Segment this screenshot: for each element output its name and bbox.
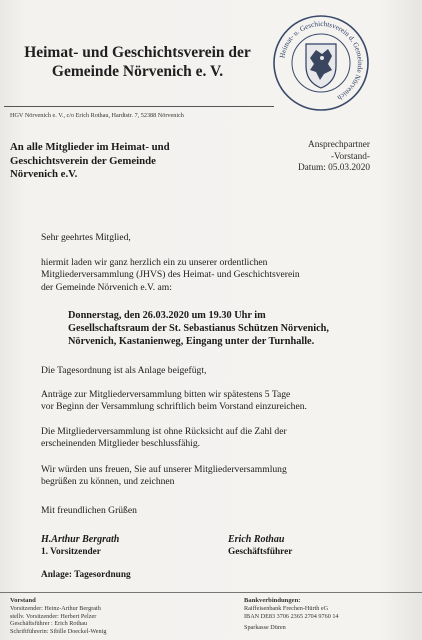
footer-board-heading: Vorstand [10,597,36,604]
signer-role: Geschäftsführer [228,547,293,558]
contact-block [270,140,370,175]
meeting-venue: Gesellschaftsraum der St. Sebastianus Schützen Nörvenich, [68,323,329,335]
addressee-line: Nörvenich e.V. [10,168,78,181]
quorum-paragraph [41,426,386,451]
motions-paragraph [41,389,386,414]
footer-line: IBAN DE83 3706 2365 2704 9760 14 [244,612,339,620]
footer-bank-heading: Bankverbindungen: [244,597,301,604]
coat-of-arms-icon [306,44,336,88]
paragraph-line: Mitgliederversammlung (JHVS) des Heimat- und Geschichtsverein [41,269,300,281]
footer-board [10,597,230,636]
signer-name: H.Arthur Bergrath [41,534,120,545]
complimentary-close: Mit freundlichen Grüßen [41,505,137,516]
association-title [0,43,275,81]
invitation-paragraph [41,257,386,294]
contact-label: Ansprechpartner [308,140,370,150]
header-divider [4,106,274,107]
signature-left [41,534,119,559]
paragraph-line: vor Beginn der Versammlung schriftlich beim Vorstand einzureichen. [41,401,307,413]
closing-paragraph [41,464,386,489]
signer-name: Erich Rothau [228,534,285,545]
addressee-block [10,141,210,182]
footer-line: stellv. Vorsitzender: Herbert Pelzer [10,612,97,620]
signature-right [228,534,292,559]
footer-line: Vorsitzender: Heinz-Arthur Bergrath [10,604,101,612]
association-title-line1: Heimat- und Geschichtsverein der [24,44,251,61]
agenda-note: Die Tagesordnung ist als Anlage beigefügt, [41,365,207,376]
footer-line: Geschäftsführer : Erich Rothau [10,620,88,628]
return-address: HGV Nörvenich e. V., c/o Erich Rothau, Hardtstr. 7, 52388 Nörvenich [10,112,184,119]
paragraph-line: Wir würden uns freuen, Sie auf unserer Mitgliederversammlung [41,464,287,475]
seal-ring-text: Heimat- u. Geschichtsverein d. Gemeinde Nörvenich [278,19,365,102]
association-title-line2: Gemeinde Nörvenich e. V. [51,63,224,80]
paragraph-line: begrüßen zu können, und zeichnen [41,476,175,488]
paragraph-line: Die Mitgliederversammlung ist ohne Rücksicht auf die Zahl der [41,426,287,437]
association-seal [270,12,372,114]
meeting-address: Nörvenich, Kastanienweg, Eingang unter der Turnhalle. [68,336,315,348]
footer-line: Sparkasse Düren [244,624,286,632]
footer-line: Schriftführerin: Sibille Doeckel-Wenig [10,628,107,636]
footer-bank [244,597,414,632]
salutation: Sehr geehrtes Mitglied, [41,232,131,243]
paragraph-line: erscheinenden Mitglieder beschlussfähig. [41,438,201,450]
paragraph-line: hiermit laden wir ganz herzlich ein zu unserer ordentlichen [41,257,268,268]
attachment-note: Anlage: Tagesordnung [41,570,131,580]
paragraph-line: Anträge zur Mitgliederversammlung bitten wir spätestens 5 Tage [41,389,291,400]
letter-date: Datum: 05.03.2020 [297,163,370,174]
addressee-line: Geschichtsverein der Gemeinde [10,154,156,167]
signer-role: 1. Vorsitzender [41,547,101,558]
footer-divider [0,592,422,593]
meeting-details [68,309,388,349]
addressee-line: An alle Mitglieder im Heimat- und [10,141,170,153]
footer-line: Raiffeisenbank Frechen-Hürth eG [244,604,329,612]
paragraph-line: der Gemeinde Nörvenich e.V. am: [41,281,172,293]
meeting-date-time: Donnerstag, den 26.03.2020 um 19.30 Uhr im [68,310,266,321]
contact-role: -Vorstand- [330,151,370,162]
